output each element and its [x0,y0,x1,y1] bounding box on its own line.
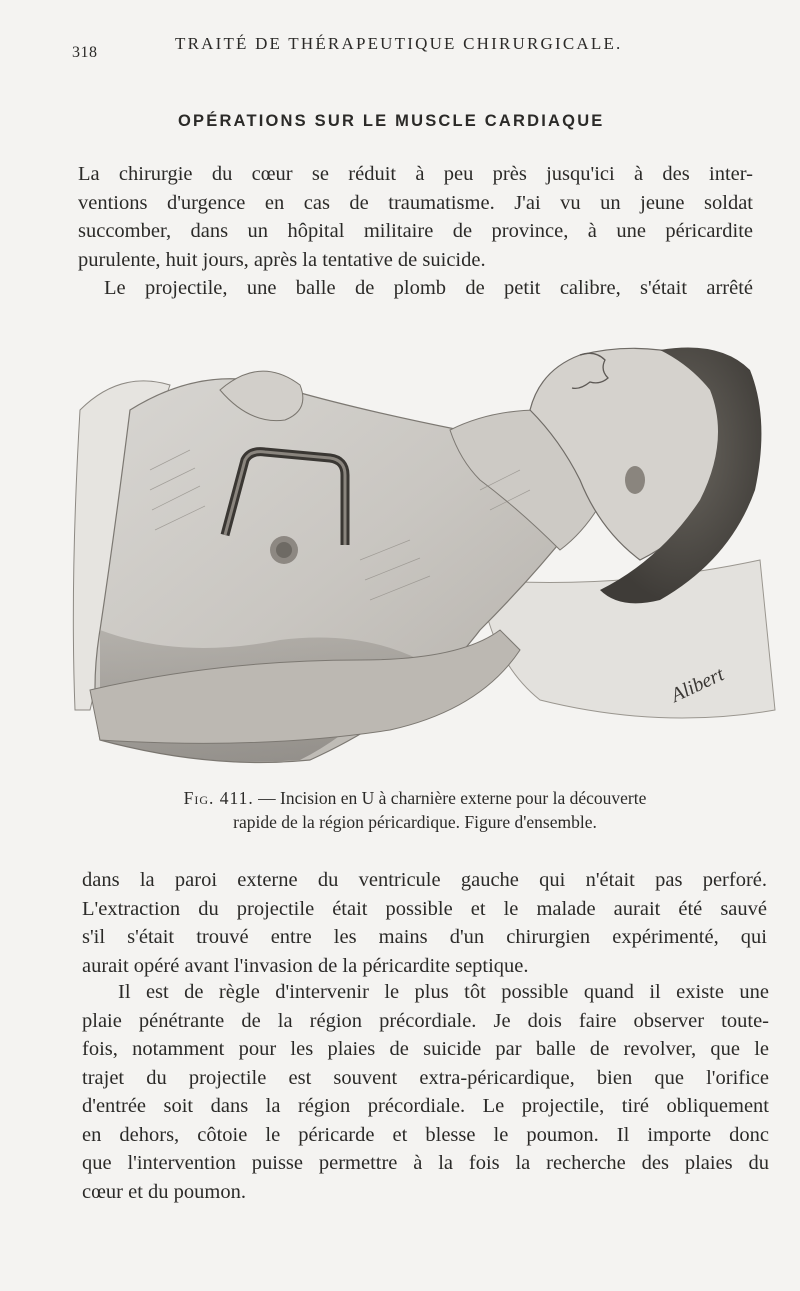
text-line: dans la paroi externe du ventricule gauche qui n'était pas perforé. [82,869,767,891]
text-line: La chirurgie du cœur se réduit à peu près jusqu'ici à des inter- [78,163,753,185]
ear-shape [625,466,645,494]
text-line: ventions d'urgence en cas de traumatisme. J'ai vu un jeune soldat [78,191,753,214]
page-number: 318 [72,44,98,61]
text-line: purulente, huit jours, après la tentative de suicide. [78,248,486,271]
text-line: trajet du projectile est souvent extra-péricardique, bien que l'orifice [82,1066,769,1089]
intro-paragraph [78,160,753,303]
text-line: plaie pénétrante de la région précordiale. Je dois faire observer toute- [82,1009,769,1032]
text-line: que l'intervention puisse permettre à la fois la recherche des plaies du [82,1152,769,1174]
caption-text: — Incision en U à charnière externe pour la découverte [258,788,647,808]
text-line: d'entrée soit dans la région précordiale. Le projectile, tiré obliquement [82,1095,769,1117]
figure-caption [160,786,670,834]
figure-label: Fig. 411. [183,788,254,808]
section-title: OPÉRATIONS SUR LE MUSCLE CARDIAQUE [178,112,605,130]
final-paragraph [82,978,769,1206]
anatomical-illustration [60,330,780,770]
artist-signature: Alibert [667,663,728,707]
text-line: aurait opéré avant l'invasion de la péricardite septique. [82,954,529,977]
running-title: TRAITÉ DE THÉRAPEUTIQUE CHIRURGICALE. [175,34,623,53]
text-line: s'il s'était trouvé entre les mains d'un chirurgien expérimenté, qui [82,926,767,948]
caption-line [160,786,670,810]
text-line: succomber, dans un hôpital militaire de province, à une péricardite [78,220,753,242]
caption-line: rapide de la région péricardique. Figure d'ensemble. [233,812,597,832]
text-line: cœur et du poumon. [82,1180,246,1203]
text-line: Le projectile, une balle de plomb de petit calibre, s'était arrêté [104,277,753,299]
text-line: Il est de règle d'intervenir le plus tôt possible quand il existe une [118,981,769,1003]
text-line: L'extraction du projectile était possible et le malade aurait été sauvé [82,897,767,920]
continuation-paragraph [82,866,767,980]
text-line: fois, notamment pour les plaies de suicide par balle de revolver, que le [82,1038,769,1060]
text-line: en dehors, côtoie le péricarde et blesse le poumon. Il importe donc [82,1123,769,1146]
